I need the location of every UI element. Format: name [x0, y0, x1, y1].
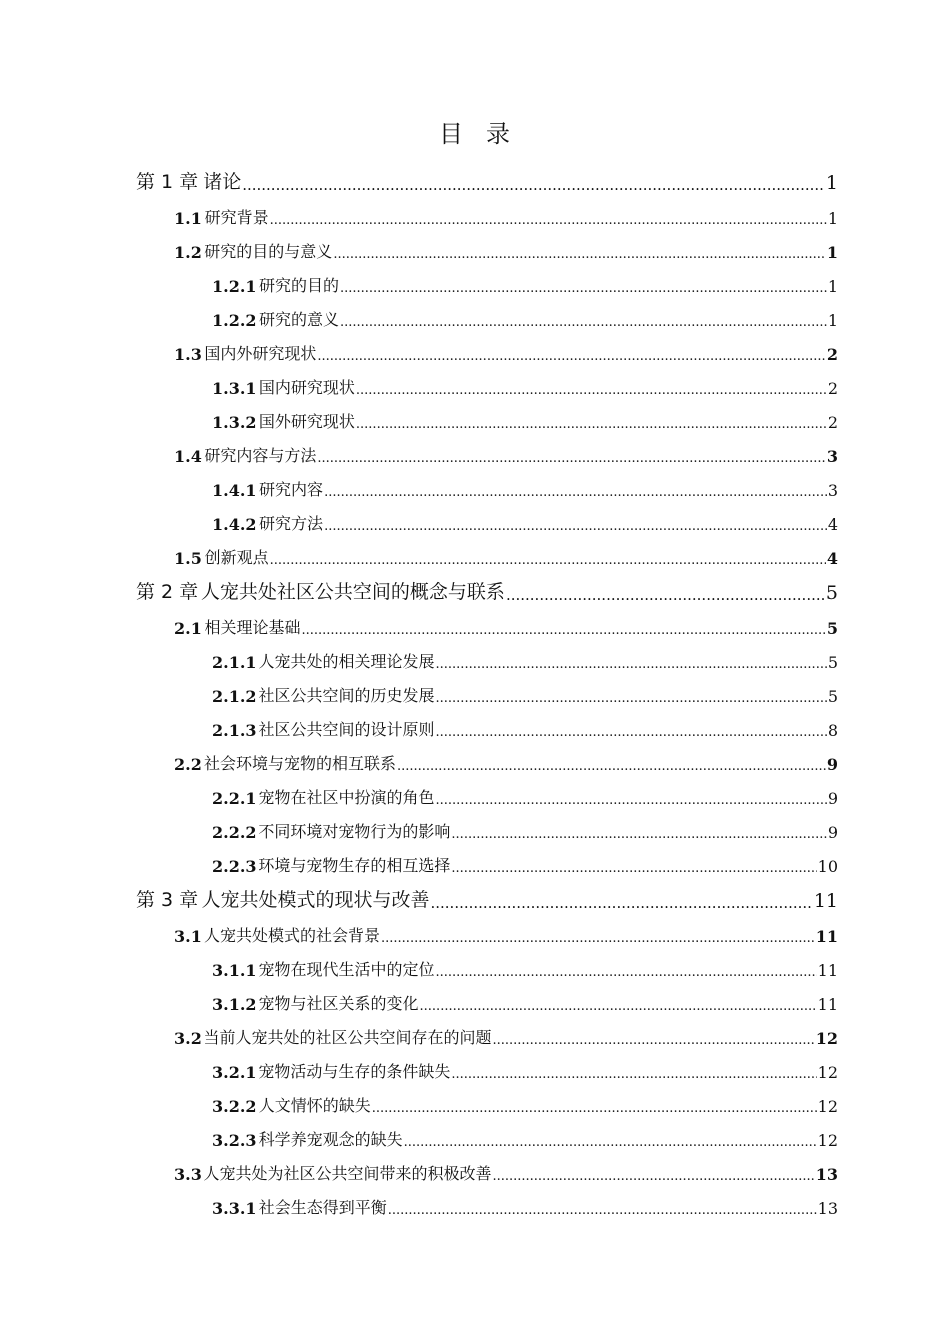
toc-entry-title: 诸论	[203, 171, 242, 193]
toc-dot-leader	[492, 1033, 814, 1048]
toc-page-number: 1	[825, 172, 838, 194]
toc-page-number: 3	[827, 481, 838, 500]
toc-subsection-entry[interactable]	[136, 1184, 838, 1218]
toc-entry-number: 2.1	[174, 619, 202, 638]
toc-section-entry[interactable]	[136, 194, 838, 228]
toc-dot-leader	[340, 315, 827, 330]
toc-dot-leader	[381, 931, 815, 946]
toc-entry-number: 1.2.1	[212, 277, 257, 296]
toc-subsection-entry[interactable]	[136, 296, 838, 330]
toc-dot-leader	[404, 1135, 817, 1150]
toc-entry-number: 1.3.2	[212, 413, 257, 432]
toc-page-number: 1	[827, 209, 838, 228]
toc-entry-number: 1.3.1	[212, 379, 257, 398]
toc-dot-leader	[324, 519, 827, 534]
page-title	[0, 114, 950, 149]
toc-entry-number: 第 1 章	[136, 171, 199, 193]
toc-page-number: 12	[817, 1063, 838, 1082]
toc-entry-title: 人文情怀的缺失	[258, 1096, 371, 1115]
toc-subsection-entry[interactable]	[136, 1048, 838, 1082]
toc-entry-number: 3.2.1	[212, 1063, 257, 1082]
toc-page-number: 10	[817, 857, 838, 876]
toc-entry-number: 3.1.1	[212, 961, 257, 980]
toc-entry-number: 3.1	[174, 927, 202, 946]
toc-entry-title: 人宠共处的相关理论发展	[258, 652, 435, 671]
toc-page-number: 12	[815, 1029, 838, 1048]
toc-dot-leader	[451, 1067, 816, 1082]
toc-subsection-entry[interactable]	[136, 466, 838, 500]
toc-subsection-entry[interactable]	[136, 808, 838, 842]
toc-dot-leader	[420, 999, 817, 1014]
toc-dot-leader	[451, 861, 816, 876]
toc-dot-leader	[388, 1203, 817, 1218]
title-char-2: 录	[486, 120, 511, 148]
toc-entry-number: 1.2.2	[212, 311, 257, 330]
toc-entry-title: 研究的意义	[258, 310, 339, 329]
toc-dot-leader	[317, 451, 825, 466]
toc-page-number: 5	[827, 653, 838, 672]
toc-subsection-entry[interactable]	[136, 980, 838, 1014]
toc-entry-number: 1.4.2	[212, 515, 257, 534]
toc-dot-leader	[270, 553, 826, 568]
toc-dot-leader	[356, 417, 827, 432]
toc-entry-number: 3.2.3	[212, 1131, 257, 1150]
toc-entry-number: 第 2 章	[136, 581, 199, 603]
toc-entry-title: 研究内容与方法	[204, 446, 317, 465]
toc-entry-number: 2.2	[174, 755, 202, 774]
toc-dot-leader	[333, 247, 826, 262]
toc-subsection-entry[interactable]	[136, 398, 838, 432]
toc-page-number: 9	[827, 823, 838, 842]
toc-dot-leader	[242, 176, 825, 194]
toc-page-number: 1	[827, 311, 838, 330]
toc-page-number: 11	[817, 995, 838, 1014]
toc-section-entry[interactable]	[136, 432, 838, 466]
toc-entry-number: 2.2.3	[212, 857, 257, 876]
toc-entry-number: 3.2.2	[212, 1097, 257, 1116]
toc-dot-leader	[436, 725, 827, 740]
toc-page-number: 2	[827, 413, 838, 432]
toc-page-number: 9	[827, 789, 838, 808]
toc-page-number: 2	[826, 345, 838, 364]
toc-dot-leader	[430, 894, 812, 912]
toc-entry-title: 国外研究现状	[258, 412, 355, 431]
toc-entry-number: 2.1.2	[212, 687, 257, 706]
toc-subsection-entry[interactable]	[136, 706, 838, 740]
toc-entry-number: 1.4.1	[212, 481, 257, 500]
toc-page-number: 11	[815, 927, 838, 946]
toc-entry-number: 2.2.1	[212, 789, 257, 808]
toc-entry-title: 人宠共处为社区公共空间带来的积极改善	[203, 1164, 492, 1183]
toc-entry-title: 环境与宠物生存的相互选择	[258, 856, 451, 875]
toc-dot-leader	[356, 383, 827, 398]
toc-entry-title: 宠物与社区关系的变化	[258, 994, 419, 1013]
toc-entry-title: 研究的目的与意义	[204, 242, 333, 261]
toc-page-number: 13	[817, 1199, 838, 1218]
toc-subsection-entry[interactable]	[136, 364, 838, 398]
toc-entry-number: 1.5	[174, 549, 202, 568]
toc-entry-title: 宠物在现代生活中的定位	[258, 960, 435, 979]
toc-entry-title: 不同环境对宠物行为的影响	[258, 822, 451, 841]
toc-section-entry[interactable]	[136, 1150, 838, 1184]
toc-entry-title: 宠物活动与生存的条件缺失	[258, 1062, 451, 1081]
toc-entry-number: 第 3 章	[136, 889, 199, 911]
toc-entry-title: 人宠共处模式的社会背景	[204, 926, 381, 945]
toc-subsection-entry[interactable]	[136, 842, 838, 876]
toc-page-number: 11	[813, 890, 838, 912]
toc-entry-title: 人宠共处模式的现状与改善	[201, 889, 430, 911]
toc-page-number: 9	[826, 755, 838, 774]
toc-subsection-entry[interactable]	[136, 262, 838, 296]
toc-entry-title: 研究的目的	[258, 276, 339, 295]
toc-chapter-entry[interactable]	[136, 876, 838, 912]
toc-entry-number: 1.3	[174, 345, 202, 364]
toc-subsection-entry[interactable]	[136, 774, 838, 808]
toc-section-entry[interactable]	[136, 534, 838, 568]
toc-subsection-entry[interactable]	[136, 1082, 838, 1116]
toc-entry-number: 1.4	[174, 447, 202, 466]
toc-entry-title: 国内研究现状	[258, 378, 355, 397]
toc-entry-title: 宠物在社区中扮演的角色	[258, 788, 435, 807]
toc-entry-title: 研究内容	[259, 480, 324, 499]
toc-page-number: 1	[826, 243, 838, 262]
toc-entry-title: 社区公共空间的设计原则	[258, 720, 435, 739]
toc-dot-leader	[506, 586, 825, 604]
toc-entry-title: 创新观点	[204, 548, 269, 567]
toc-entry-number: 1.1	[174, 209, 202, 228]
toc-page-number: 5	[827, 687, 838, 706]
toc-entry-title: 相关理论基础	[204, 618, 301, 637]
toc-dot-leader	[397, 759, 826, 774]
toc-section-entry[interactable]	[136, 1014, 838, 1048]
toc-page-number: 12	[817, 1131, 838, 1150]
toc-page-number: 4	[826, 549, 838, 568]
toc-subsection-entry[interactable]	[136, 946, 838, 980]
toc-section-entry[interactable]	[136, 330, 838, 364]
toc-dot-leader	[301, 623, 825, 638]
toc-subsection-entry[interactable]	[136, 500, 838, 534]
toc-page-number: 11	[817, 961, 838, 980]
toc-entry-number: 1.2	[174, 243, 202, 262]
toc-subsection-entry[interactable]	[136, 1116, 838, 1150]
toc-dot-leader	[340, 281, 827, 296]
toc-dot-leader	[435, 965, 816, 980]
toc-dot-leader	[451, 827, 826, 842]
toc-chapter-entry[interactable]	[136, 158, 838, 194]
toc-section-entry[interactable]	[136, 228, 838, 262]
toc-page-number: 3	[826, 447, 838, 466]
toc-dot-leader	[436, 657, 827, 672]
toc-entry-title: 当前人宠共处的社区公共空间存在的问题	[203, 1028, 492, 1047]
toc-entry-number: 2.2.2	[212, 823, 257, 842]
toc-page-number: 12	[817, 1097, 838, 1116]
toc-chapter-entry[interactable]	[136, 568, 838, 604]
toc-entry-number: 2.1.1	[212, 653, 257, 672]
toc-section-entry[interactable]	[136, 604, 838, 638]
toc-subsection-entry[interactable]	[136, 638, 838, 672]
toc-page-number: 2	[827, 379, 838, 398]
toc-page-number: 8	[827, 721, 838, 740]
toc-entry-title: 人宠共处社区公共空间的概念与联系	[200, 581, 505, 603]
toc-entry-title: 社会环境与宠物的相互联系	[203, 754, 396, 773]
toc-dot-leader	[436, 691, 827, 706]
toc-page-number: 13	[815, 1165, 838, 1184]
toc-dot-leader	[270, 213, 827, 228]
toc-entry-number: 3.2	[174, 1029, 202, 1048]
toc-dot-leader	[317, 349, 825, 364]
toc-entry-number: 2.1.3	[212, 721, 257, 740]
toc-entry-title: 社会生态得到平衡	[258, 1198, 387, 1217]
toc-page-number: 5	[826, 619, 838, 638]
toc-page-number: 5	[825, 582, 838, 604]
toc-entry-number: 3.3	[174, 1165, 202, 1184]
toc-page-number: 4	[827, 515, 838, 534]
toc-dot-leader	[372, 1101, 817, 1116]
toc-subsection-entry[interactable]	[136, 672, 838, 706]
toc-dot-leader	[436, 793, 827, 808]
title-char-1: 目	[439, 120, 464, 148]
toc-entry-title: 科学养宠观念的缺失	[258, 1130, 403, 1149]
toc-page-number: 1	[827, 277, 838, 296]
toc-entry-title: 社区公共空间的历史发展	[258, 686, 435, 705]
toc-entry-title: 研究背景	[204, 208, 269, 227]
toc-entry-title: 研究方法	[259, 514, 324, 533]
toc-dot-leader	[324, 485, 827, 500]
toc-entry-number: 3.3.1	[212, 1199, 257, 1218]
toc-dot-leader	[492, 1169, 814, 1184]
toc-section-entry[interactable]	[136, 912, 838, 946]
table-of-contents	[136, 158, 838, 1218]
toc-entry-number: 3.1.2	[212, 995, 257, 1014]
toc-entry-title: 国内外研究现状	[204, 344, 317, 363]
toc-section-entry[interactable]	[136, 740, 838, 774]
